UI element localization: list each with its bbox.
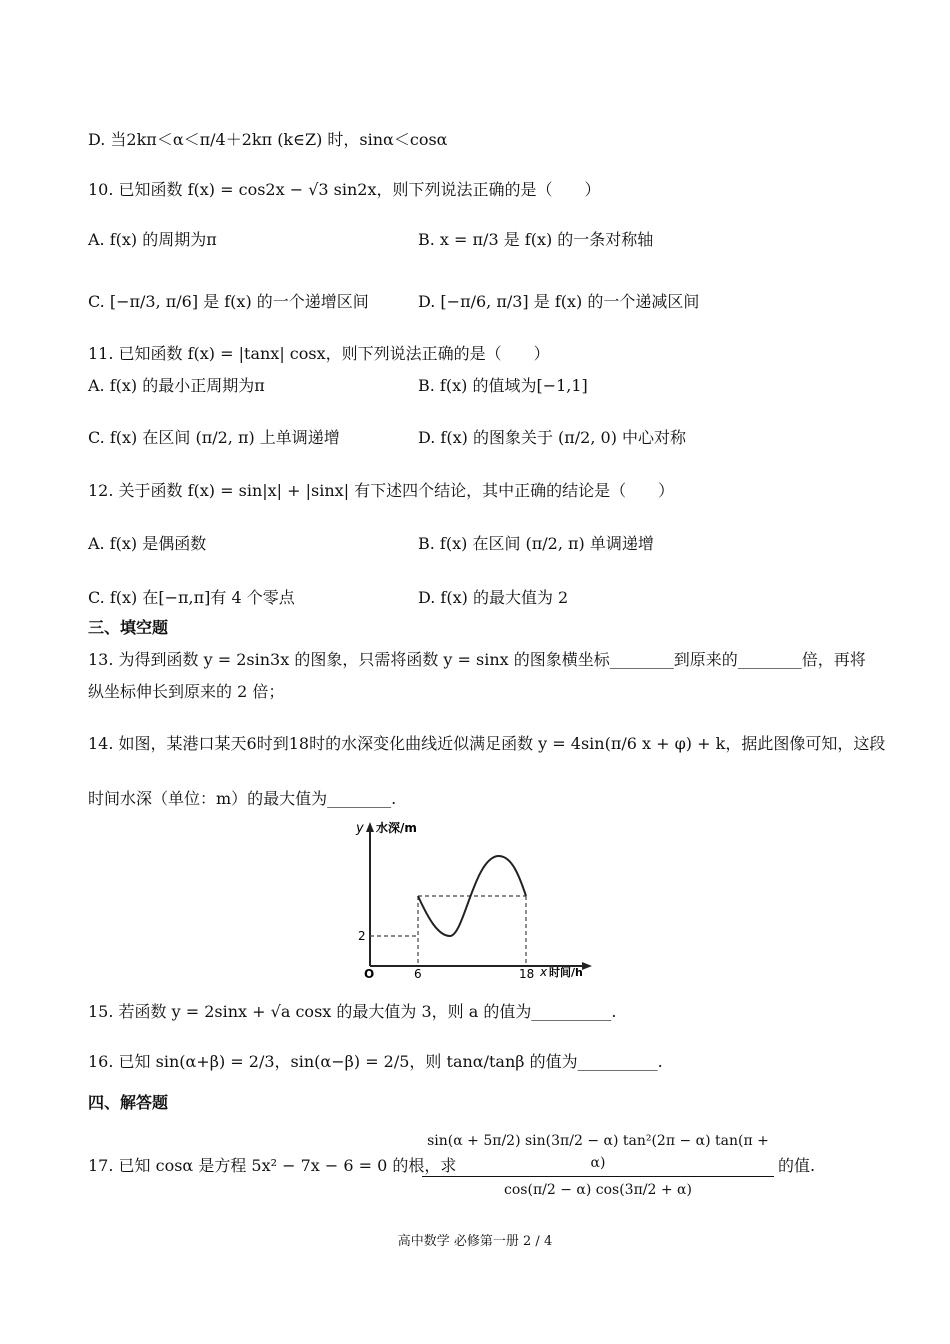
q10-option-c: C. [−π/3, π/6] 是 f(x) 的一个递增区间 — [88, 292, 369, 311]
q17-fraction — [422, 1130, 774, 1201]
q11-option-c: C. f(x) 在区间 (π/2, π) 上单调递增 — [88, 428, 340, 447]
q17-suffix: 的值. — [778, 1156, 816, 1175]
q13-line1: 13. 为得到函数 y = 2sin3x 的图象，只需将函数 y = sinx 的图象横坐标________到原来的________倍，再将 — [88, 650, 866, 669]
q12-option-b: B. f(x) 在区间 (π/2, π) 单调递增 — [418, 534, 654, 553]
q9-option-d: D. 当2kπ＜α＜π/4＋2kπ (k∈Z) 时，sinα＜cosα — [88, 130, 448, 149]
q17-numerator: sin(α + 5π/2) sin(3π/2 − α) tan²(2π − α) tan(π + α) — [427, 1133, 769, 1171]
q11-option-a: A. f(x) 的最小正周期为π — [88, 376, 265, 395]
x-axis-arrow-icon — [582, 962, 592, 970]
q11-option-d: D. f(x) 的图象关于 (π/2, 0) 中心对称 — [418, 428, 687, 447]
q14-line1: 14. 如图，某港口某天6时到18时的水深变化曲线近似满足函数 y = 4sin(π/6 x + φ) + k，据此图像可知，这段 — [88, 734, 886, 753]
water-depth-figure — [350, 818, 610, 978]
q17-denominator: cos(π/2 − α) cos(3π/2 + α) — [504, 1182, 692, 1198]
q15: 15. 若函数 y = 2sinx + √a cosx 的最大值为 3，则 a 的值为__________. — [88, 1002, 617, 1021]
q12-stem: 12. 关于函数 f(x) = sin|x| + |sinx| 有下述四个结论，其中正确的结论是（ ） — [88, 481, 675, 500]
y-tick-2: 2 — [358, 929, 366, 943]
x-axis-label: x — [540, 965, 548, 978]
page-footer: 高中数学 必修第一册 2 / 4 — [397, 1234, 553, 1249]
q12-option-d: D. f(x) 的最大值为 2 — [418, 588, 569, 607]
q12-option-a: A. f(x) 是偶函数 — [88, 534, 207, 553]
q13-line2: 纵坐标伸长到原来的 2 倍； — [88, 682, 285, 701]
q16: 16. 已知 sin(α+β) = 2/3，sin(α−β) = 2/5，则 tanα/tanβ 的值为__________. — [88, 1052, 663, 1071]
section-answer: 四、解答题 — [88, 1093, 169, 1112]
q14-line2: 时间水深（单位：m）的最大值为________. — [88, 789, 397, 808]
q10-stem: 10. 已知函数 f(x) = cos2x − √3 sin2x，则下列说法正确的是（ ） — [88, 180, 601, 199]
q10-option-b: B. x = π/3 是 f(x) 的一条对称轴 — [418, 230, 654, 249]
origin-label: O — [364, 967, 375, 978]
q11-option-b: B. f(x) 的值域为[−1,1] — [418, 376, 588, 395]
q10-option-d: D. [−π/6, π/3] 是 f(x) 的一个递减区间 — [418, 292, 700, 311]
y-axis-arrow-icon — [366, 822, 374, 832]
x-axis-title: 时间/h — [549, 966, 583, 978]
q10-option-a: A. f(x) 的周期为π — [88, 230, 217, 249]
q11-stem: 11. 已知函数 f(x) = |tanx| cosx，则下列说法正确的是（ ） — [88, 344, 550, 363]
x-tick-6: 6 — [414, 967, 422, 978]
q12-option-c: C. f(x) 在[−π,π]有 4 个零点 — [88, 588, 295, 607]
section-fill-in: 三、填空题 — [88, 618, 169, 637]
fraction-bar — [422, 1176, 774, 1177]
y-axis-title: 水深/m — [376, 821, 417, 835]
q17-prefix: 17. 已知 cosα 是方程 5x² − 7x − 6 = 0 的根，求 — [88, 1156, 457, 1175]
x-tick-18: 18 — [519, 967, 535, 978]
y-axis-label: y — [356, 821, 364, 836]
